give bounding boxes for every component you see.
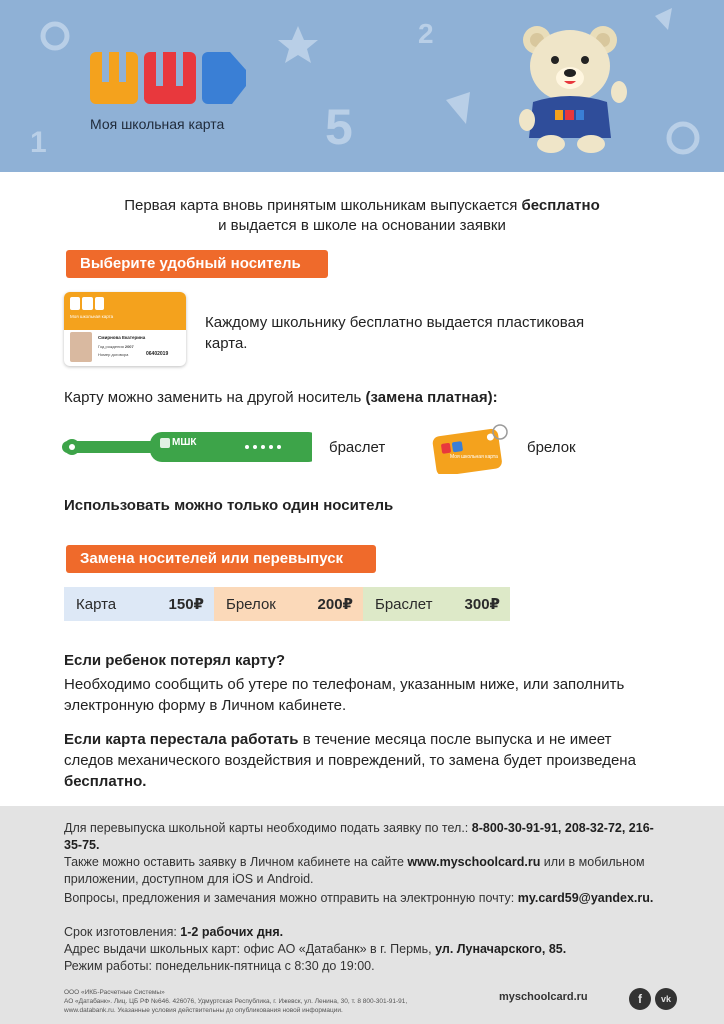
broken-text [64,729,664,792]
section-title-reissue: Замена носителей или перевыпуск [66,545,376,573]
replace-text [64,387,664,408]
footer-email-link[interactable]: my.card59@yandex.ru. [517,891,654,905]
vk-icon[interactable]: vk [655,988,677,1010]
card-year-value: 2007 [124,344,134,349]
card-year-label: Год рождения [98,344,124,349]
legal-line-1: ООО «ИКБ-Расчетные Системы» [64,989,165,996]
footer-term-value: 1-2 рабочих дня. [180,925,284,939]
footer-address-text: Адрес выдачи школьных карт: офис АО «Датабанк» в г. Пермь, [64,942,436,956]
footer-phone-numbers: 8-800-30-91-91, 208-32-72, 216-35-75. [64,821,654,852]
keyfob-label: брелок [527,439,576,456]
intro-line1: Первая карта вновь принятым школьникам выпускается [124,197,522,214]
keyfob-logo-sub: Моя школьная карта [450,454,498,460]
lost-text: Необходимо сообщить об утере по телефонам, указанным ниже, или заполнить электронную форму в Личном кабинете. [64,676,625,714]
mshk-logo [90,50,248,106]
footer-email [64,890,664,907]
price-name: Браслет [375,595,433,613]
price-name: Брелок [226,595,276,613]
footer-site-post: или в мобильном приложении, доступном для iOS и Android. [64,855,645,886]
section-title-choose: Выберите удобный носитель [66,250,328,278]
intro-text [60,196,664,236]
price-table [64,587,510,621]
card-logo-icon [70,297,104,311]
card-year [98,344,134,349]
price-value: 150₽ [168,596,204,613]
price-card [64,587,214,621]
footer-site-link[interactable]: www.myschoolcard.ru [407,855,541,869]
broken-bold: Если карта перестала работать [64,731,299,748]
card-logo-sub: Моя школьная карта [70,314,114,319]
broken-body: в течение месяца после выпуска и не имеет следов механического воздействия и повреждений, то замена будет произведена [64,731,636,769]
only-one-note: Использовать можно только один носитель [64,497,394,514]
footer-site [64,854,664,888]
replace-paid: (замена платная): [365,389,498,406]
footer-phones [64,820,664,854]
price-keyfob [214,587,363,621]
price-name: Карта [76,595,117,613]
footer-term [64,924,664,941]
lost-heading: Если ребенок потерял карту? [64,652,286,669]
card-number-label: Номер договора [98,352,129,357]
replace-pre: Карту можно заменить на другой носитель [64,389,366,406]
legal-line-2: АО «Датабанк». Лиц. ЦБ РФ №646. 426076, Удмуртская Республика, г. Ижевск, ул. Ленина, 30, т. 8 800-301-91-91, [64,998,408,1005]
footer-phones-text: Для перевыпуска школьной карты необходимо подать заявку по тел.: [64,821,472,835]
price-value: 300₽ [464,596,500,613]
footer-email-text: Вопросы, предложения и замечания можно отправить на электронную почту: [64,891,518,905]
bracelet-label: браслет [329,439,386,456]
bracelet-logo: МШК [172,437,197,448]
header-banner [0,0,724,172]
footer-address [64,941,664,958]
card-photo [70,332,92,362]
decor-digit-5: 5 [325,99,353,155]
price-value: 200₽ [317,596,353,613]
plastic-card-image [64,292,186,366]
intro-line2: и выдается в школе на основании заявки [218,217,506,234]
bear-mascot-icon [515,20,635,154]
footer-site-url[interactable]: myschoolcard.ru [499,991,588,1003]
facebook-icon[interactable]: f [629,988,651,1010]
legal-line-3: www.databank.ru. Указанные условия действительны до опубликования новой информации. [64,1007,343,1014]
decor-digit-2: 2 [418,18,434,49]
card-holder-name: Смирнова Екатерина [98,335,146,340]
intro-free: бесплатно [521,197,600,214]
card-number: 06402019 [146,351,169,357]
card-header [64,292,186,330]
card-description: Каждому школьнику бесплатно выдается пластиковая карта. [205,314,585,352]
footer-address-value: ул. Луначарского, 85. [435,942,567,956]
broken-free: бесплатно. [64,773,147,790]
keyfob-image [430,422,510,474]
footer-term-text: Срок изготовления: [64,925,181,939]
logo-subtitle: Моя школьная карта [90,116,225,132]
price-bracelet [363,587,510,621]
footer-site-text: Также можно оставить заявку в Личном кабинете на сайте [64,855,408,869]
footer-hours: Режим работы: понедельник-пятница с 8:30 до 19:00. [64,959,375,973]
decor-digit-1: 1 [30,126,47,159]
